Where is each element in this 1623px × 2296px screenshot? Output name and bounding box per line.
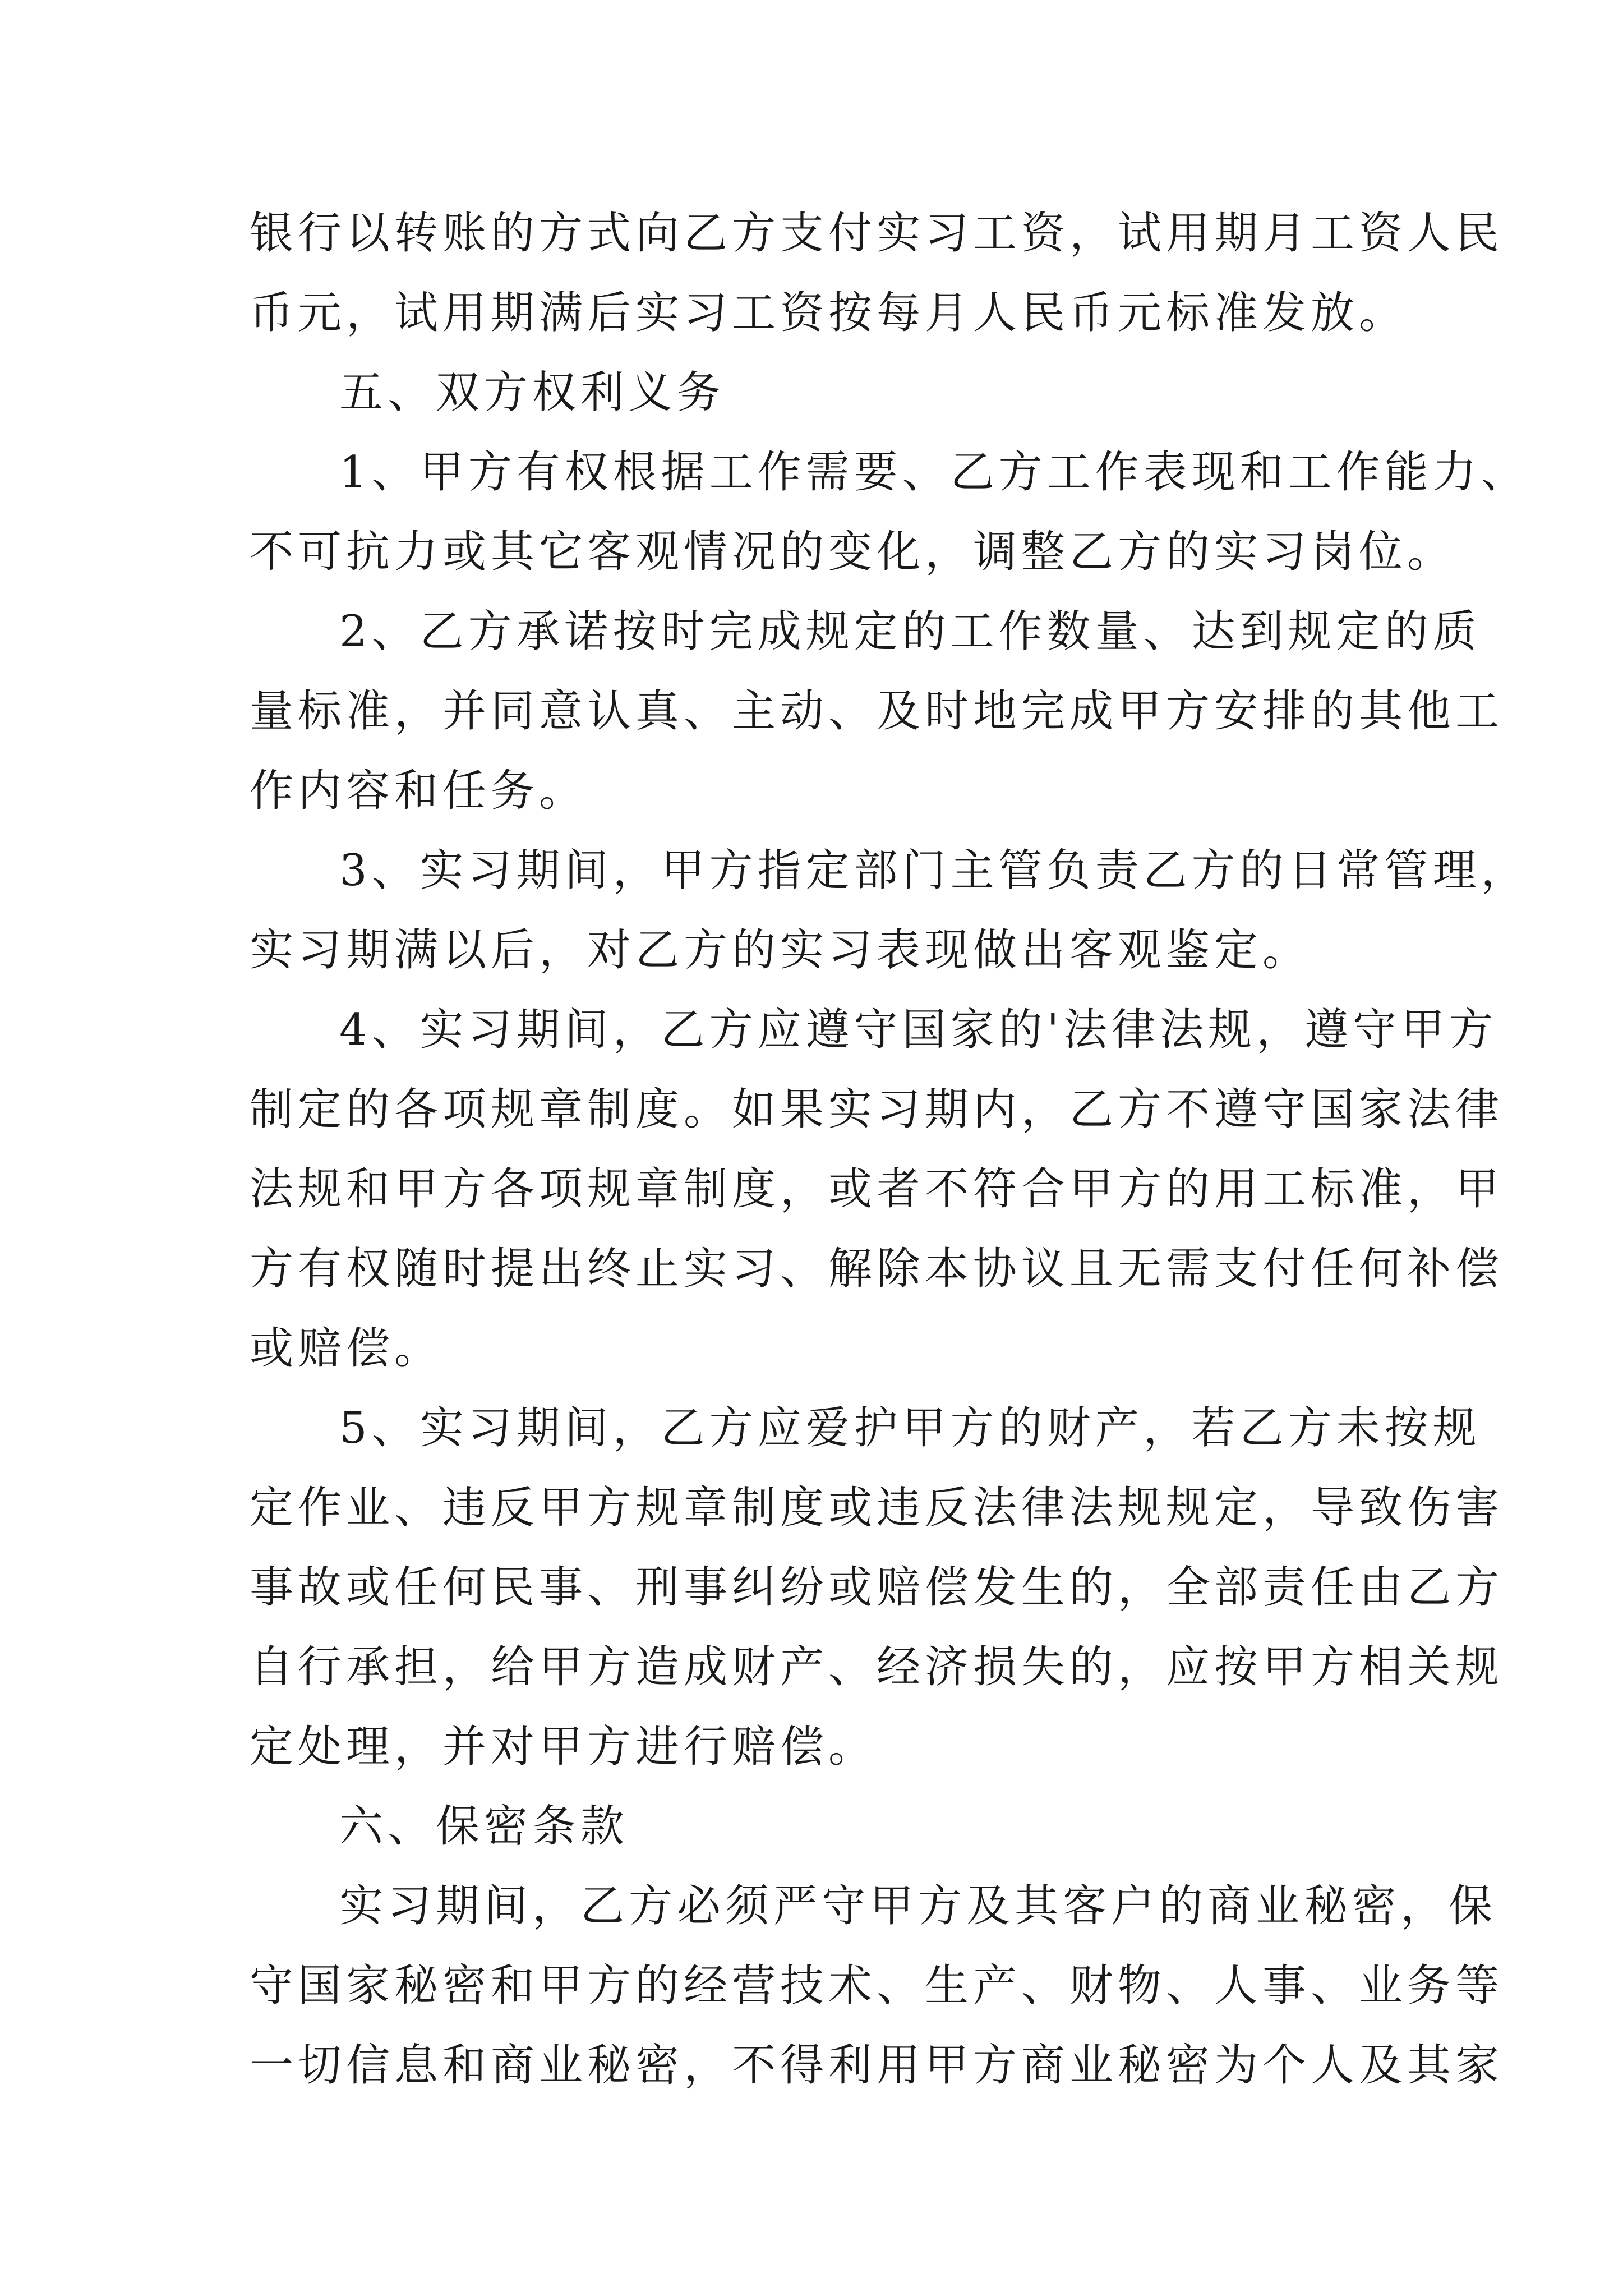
paragraph-clause-5 — [250, 1388, 1504, 1787]
document-body — [250, 194, 1529, 2105]
text-line: 或赔偿。 — [250, 1323, 443, 1374]
text-line: 4、实习期间，乙方应遵守国家的'法律法规，遵守甲方 — [339, 1005, 1498, 1055]
text-line: 5、实习期间，乙方应爱护甲方的财产，若乙方未按规 — [339, 1403, 1481, 1453]
text-line: 1、甲方有权根据工作需要、乙方工作表现和工作能力、 — [339, 447, 1529, 498]
heading-line: 五、双方权利义务 — [339, 367, 726, 418]
text-line: 制定的各项规章制度。如果实习期内，乙方不遵守国家法律 — [250, 1084, 1504, 1135]
section-heading-confidentiality — [250, 1787, 1377, 1866]
text-line: 2、乙方承诺按时完成规定的工作数量、达到规定的质 — [339, 606, 1481, 657]
text-line: 量标准，并同意认真、主动、及时地完成甲方安排的其他工 — [250, 686, 1504, 737]
text-line: 不可抗力或其它客观情况的变化，调整乙方的实习岗位。 — [250, 527, 1456, 577]
paragraph-clause-2 — [250, 592, 1504, 831]
heading-line: 六、保密条款 — [339, 1801, 629, 1852]
text-line: 一切信息和商业秘密，不得利用甲方商业秘密为个人及其家 — [250, 2040, 1504, 2091]
paragraph-clause-3 — [250, 831, 1529, 990]
paragraph-clause-4 — [250, 990, 1504, 1388]
text-line: 实习期间，乙方必须严守甲方及其客户的商业秘密，保 — [339, 1881, 1497, 1931]
paragraph-salary — [250, 194, 1504, 353]
text-line: 法规和甲方各项规章制度，或者不符合甲方的用工标准，甲 — [250, 1164, 1504, 1214]
text-line: 方有权随时提出终止实习、解除本协议且无需支付任何补偿 — [250, 1244, 1504, 1294]
text-line: 定作业、违反甲方规章制度或违反法律法规规定，导致伤害 — [250, 1483, 1504, 1533]
text-line: 3、实习期间，甲方指定部门主管负责乙方的日常管理， — [339, 845, 1529, 896]
text-line: 守国家秘密和甲方的经营技术、生产、财物、人事、业务等 — [250, 1961, 1504, 2011]
text-line: 银行以转账的方式向乙方支付实习工资，试用期月工资人民 — [250, 208, 1504, 259]
text-line: 事故或任何民事、刑事纠纷或赔偿发生的，全部责任由乙方 — [250, 1562, 1504, 1613]
text-line: 定处理，并对甲方进行赔偿。 — [250, 1722, 877, 1772]
text-line: 作内容和任务。 — [250, 766, 588, 816]
text-line: 币元，试用期满后实习工资按每月人民币元标准发放。 — [250, 288, 1408, 338]
text-line: 自行承担，给甲方造成财产、经济损失的，应按甲方相关规 — [250, 1642, 1504, 1692]
section-heading-rights-obligations — [250, 353, 1377, 432]
paragraph-confidentiality — [250, 1866, 1504, 2105]
text-line: 实习期满以后，对乙方的实习表现做出客观鉴定。 — [250, 925, 1311, 976]
paragraph-clause-1 — [250, 432, 1529, 592]
